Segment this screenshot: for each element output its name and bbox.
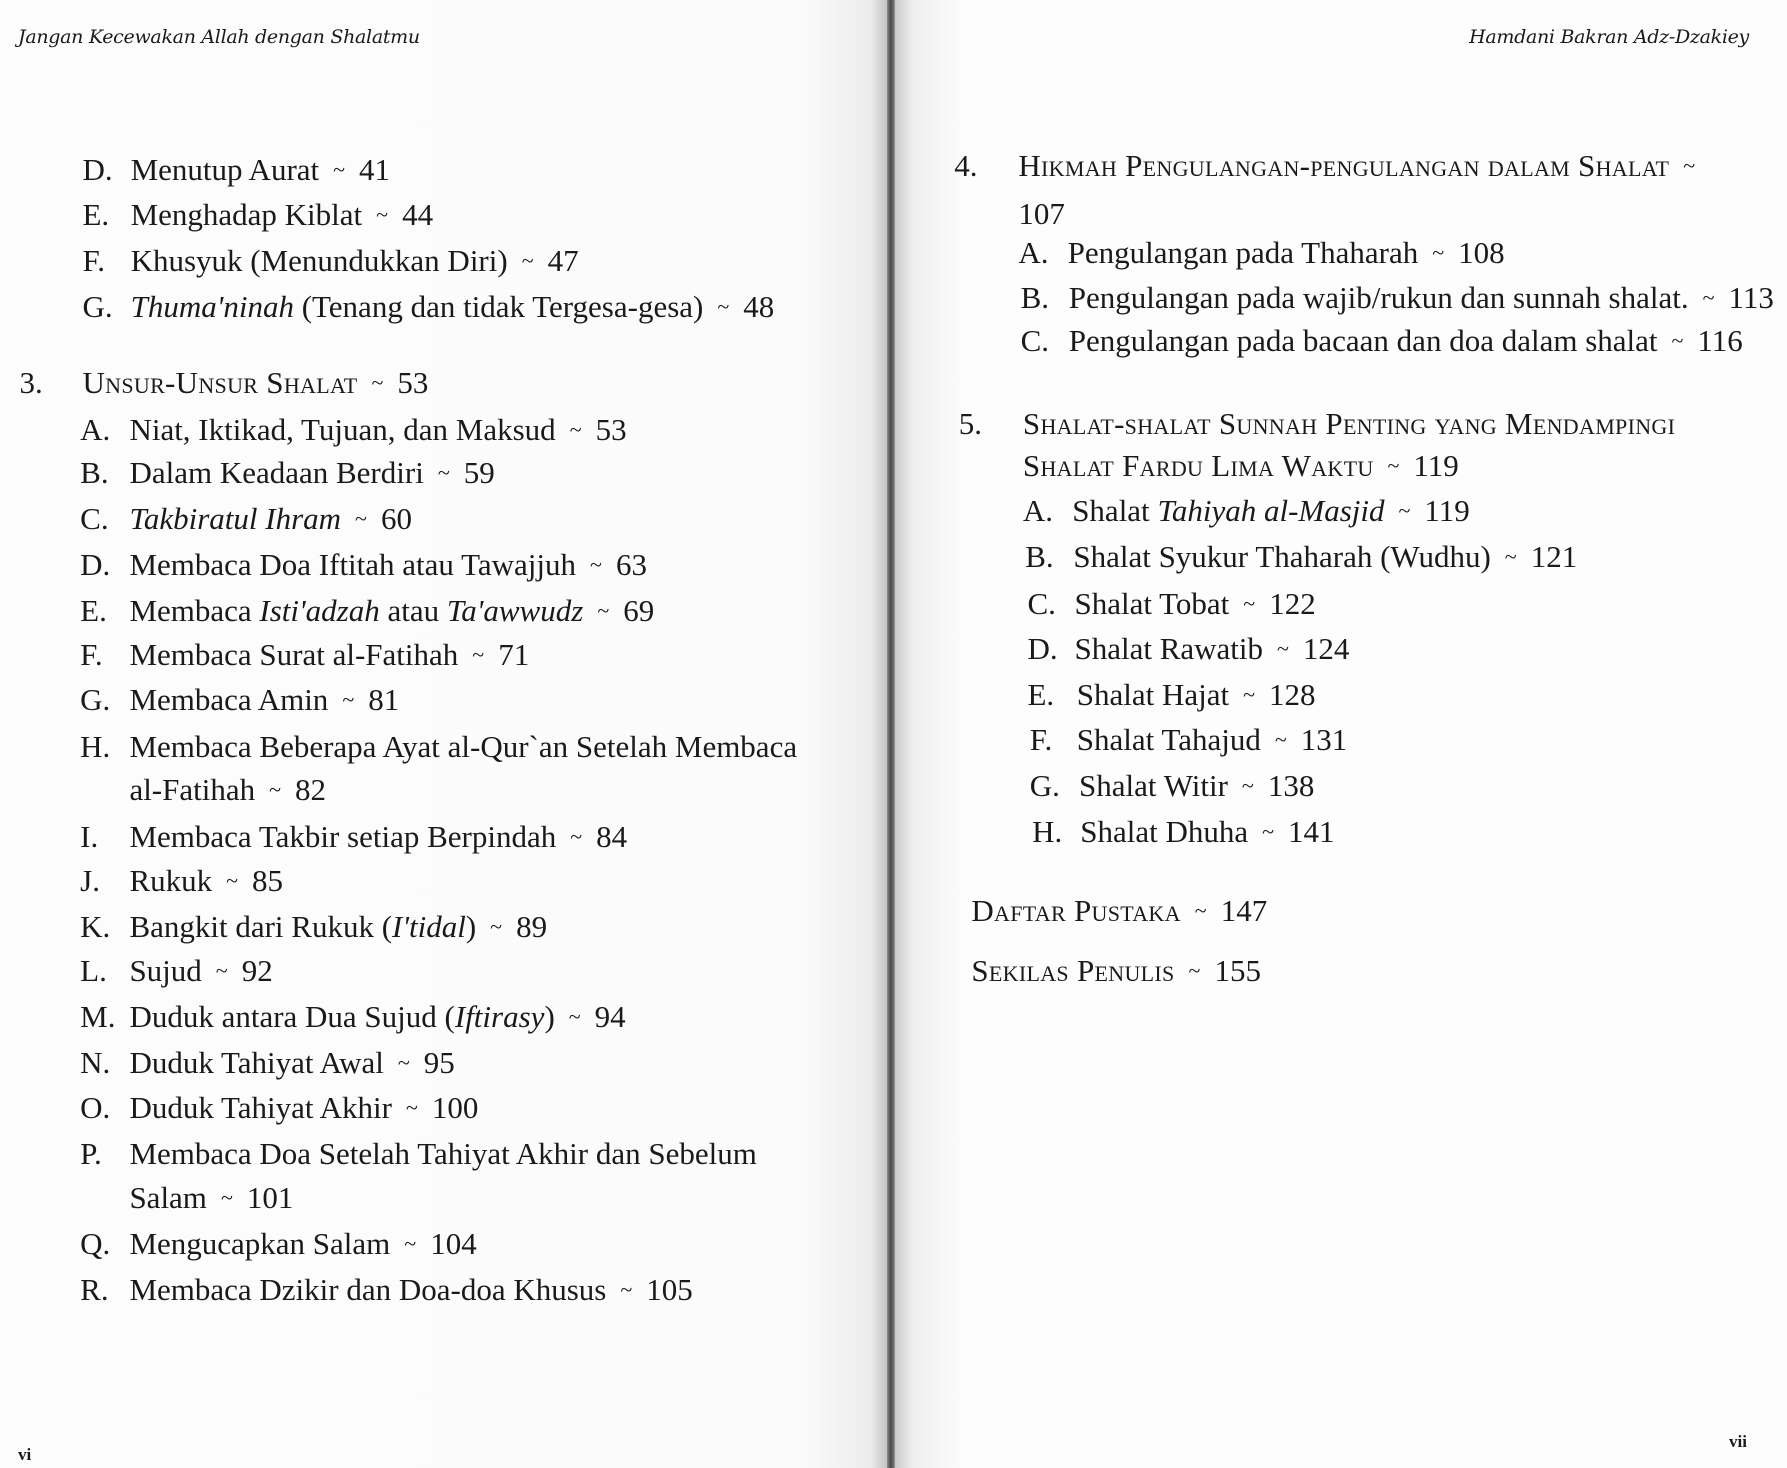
entry-label: J. — [80, 862, 100, 898]
entry-title-text: Pengulangan pada wajib/rukun dan sunnah shalat. — [1068, 279, 1689, 315]
running-head-right: Hamdani Bakran Adz-Dzakiey — [1469, 26, 1749, 48]
section-title: Shalat-shalat Sunnah Penting yang Mendampingi — [1022, 405, 1676, 441]
toc-line — [80, 909, 110, 945]
entry-title-text: I'tidal — [392, 908, 466, 944]
entry-title-text: Shalat Tobat — [1074, 585, 1230, 621]
toc-line — [1018, 148, 1709, 184]
entry-title-text: Sujud — [129, 953, 202, 989]
separator-tilde: ~ — [1398, 497, 1411, 523]
entry-title-text: Tahiyah al-Masjid — [1157, 492, 1385, 528]
entry-title-text: Iftirasy — [454, 999, 545, 1035]
page-number: 60 — [380, 500, 412, 536]
entry-label: D. — [80, 546, 111, 582]
entry-label: K. — [80, 908, 111, 944]
toc-line — [971, 953, 1261, 989]
toc-line — [129, 1090, 478, 1126]
toc-line — [80, 1045, 110, 1081]
page-number: 141 — [1288, 813, 1335, 849]
page-number: 122 — [1269, 585, 1316, 621]
entry-label: G. — [82, 288, 113, 324]
page-number: 119 — [1424, 492, 1470, 528]
toc-line — [1077, 722, 1347, 758]
page-number: 116 — [1697, 323, 1743, 359]
back-matter-title: Sekilas Penulis — [971, 953, 1175, 989]
toc-line — [82, 289, 112, 325]
entry-title-text: Menutup Aurat — [130, 151, 320, 187]
entry-label: O. — [80, 1089, 111, 1125]
page-number: 124 — [1302, 631, 1350, 667]
page-number: 104 — [430, 1226, 477, 1261]
page-number: 41 — [359, 151, 391, 187]
page-number: 128 — [1269, 677, 1316, 713]
entry-label: B. — [1025, 538, 1054, 574]
separator-tilde: ~ — [569, 416, 582, 442]
toc-line — [129, 1226, 476, 1262]
page-number: 92 — [241, 953, 273, 989]
toc-line — [959, 406, 982, 442]
toc-line — [1021, 323, 1049, 359]
page-number: 147 — [1220, 892, 1268, 928]
separator-tilde: ~ — [570, 824, 583, 850]
toc-line — [1032, 814, 1062, 850]
entry-label: C. — [80, 500, 109, 536]
entry-label: C. — [1027, 585, 1056, 621]
toc-line — [1030, 722, 1053, 758]
toc-line — [80, 1272, 108, 1308]
toc-line — [971, 893, 1267, 929]
toc-line — [129, 637, 529, 673]
page-number: 63 — [615, 546, 647, 582]
entry-label: M. — [80, 999, 116, 1035]
toc-line — [80, 455, 108, 491]
toc-line — [129, 772, 326, 808]
entry-title-text: Shalat Syukur Thaharah (Wudhu) — [1073, 538, 1491, 574]
separator-tilde: ~ — [568, 1004, 581, 1030]
toc-line — [131, 152, 390, 188]
page-number: 69 — [623, 592, 655, 628]
page-number: 84 — [596, 819, 628, 855]
entry-title-text: Thuma'ninah — [130, 288, 294, 324]
entry-title-text: Rukuk — [129, 862, 213, 898]
page-number: 53 — [595, 411, 627, 447]
entry-label: C. — [1020, 323, 1050, 359]
toc-line — [131, 197, 433, 233]
toc-line — [1080, 814, 1334, 850]
toc-line — [129, 863, 283, 899]
separator-tilde: ~ — [405, 1094, 418, 1120]
entry-title-text: Membaca Doa Iftitah atau Tawajjuh — [129, 546, 577, 582]
section-title: Unsur-Unsur Shalat — [82, 364, 358, 400]
entry-label: F. — [1029, 721, 1053, 757]
toc-line — [82, 365, 428, 401]
toc-line — [80, 1090, 110, 1126]
entry-title-text: Duduk Tahiyat Awal — [129, 1045, 384, 1081]
toc-line — [129, 593, 654, 629]
separator-tilde: ~ — [1241, 772, 1254, 798]
page-number: 59 — [463, 455, 495, 491]
entry-title-text: Pengulangan pada Thaharah — [1067, 235, 1419, 271]
toc-line — [80, 412, 110, 448]
toc-line — [129, 682, 399, 718]
toc-line — [80, 1226, 110, 1262]
back-matter-title: Daftar Pustaka — [971, 892, 1181, 928]
separator-tilde: ~ — [1188, 958, 1201, 984]
entry-title-text: Bangkit dari Rukuk ( — [129, 908, 393, 944]
toc-line — [129, 412, 626, 448]
separator-tilde: ~ — [1243, 590, 1256, 616]
separator-tilde: ~ — [590, 551, 602, 577]
toc-line — [82, 152, 112, 188]
page-number: 53 — [397, 364, 429, 400]
entry-title-text: Shalat — [1072, 492, 1158, 528]
toc-line — [131, 243, 579, 279]
separator-tilde: ~ — [1194, 897, 1207, 923]
entry-label: B. — [1020, 279, 1050, 315]
entry-title-text: (Tenang dan tidak Tergesa-gesa) — [293, 288, 704, 324]
separator-tilde: ~ — [490, 913, 503, 939]
toc-line — [80, 637, 103, 673]
entry-title-text: Salam — [129, 1180, 207, 1216]
entry-title-text: Membaca Doa Setelah Tahiyat Akhir dan Sebelum — [129, 1135, 757, 1171]
toc-line — [80, 999, 115, 1035]
separator-tilde: ~ — [333, 156, 346, 182]
toc-line — [80, 729, 110, 765]
toc-line — [80, 682, 110, 718]
entry-title-text: Duduk Tahiyat Akhir — [129, 1089, 392, 1125]
page-number: 71 — [498, 637, 530, 673]
entry-title-text: Isti'adzah — [259, 592, 380, 628]
entry-title-text: Duduk antara Dua Sujud ( — [129, 999, 455, 1035]
entry-title-text: Khusyuk (Menundukkan Diri) — [130, 243, 508, 279]
separator-tilde: ~ — [521, 248, 534, 274]
entry-title-text: atau — [379, 592, 447, 628]
entry-label: E. — [1027, 677, 1055, 713]
separator-tilde: ~ — [597, 597, 610, 623]
toc-line — [19, 365, 42, 401]
page-number-right: vii — [1729, 1432, 1747, 1451]
section-number: 4. — [954, 148, 978, 184]
separator-tilde: ~ — [437, 460, 450, 486]
separator-tilde: ~ — [404, 1231, 417, 1256]
toc-line — [129, 1136, 756, 1172]
entry-title-text: Membaca Surat al-Fatihah — [129, 637, 459, 673]
entry-title-text: Shalat Hajat — [1076, 677, 1230, 713]
separator-tilde: ~ — [397, 1050, 410, 1076]
toc-line — [80, 547, 110, 583]
page-number: 89 — [516, 908, 548, 944]
page-number: 85 — [252, 862, 284, 898]
page-number: 119 — [1413, 448, 1459, 484]
toc-line — [1023, 406, 1675, 442]
toc-line — [1073, 539, 1577, 575]
toc-line — [129, 999, 625, 1035]
separator-tilde: ~ — [1387, 453, 1400, 479]
toc-line — [1023, 448, 1459, 484]
entry-label: E. — [82, 197, 110, 233]
toc-line — [129, 729, 797, 765]
entry-label: A. — [1022, 492, 1054, 528]
separator-tilde: ~ — [1262, 818, 1274, 844]
page-number: 131 — [1300, 721, 1348, 757]
toc-line — [80, 953, 107, 989]
toc-line — [129, 953, 272, 989]
separator-tilde: ~ — [215, 958, 228, 984]
separator-tilde: ~ — [620, 1276, 633, 1302]
toc-line — [80, 819, 98, 855]
entry-label: F. — [80, 637, 103, 673]
entry-title-text: Shalat Tahajud — [1076, 721, 1261, 757]
page-number: 101 — [246, 1180, 294, 1216]
entry-label: B. — [80, 455, 109, 491]
page-number: 95 — [423, 1045, 455, 1081]
entry-label: R. — [80, 1271, 109, 1307]
toc-line — [80, 501, 108, 537]
toc-line — [129, 819, 627, 855]
separator-tilde: ~ — [1683, 153, 1696, 179]
toc-line — [1023, 493, 1053, 529]
section-title: Shalat Fardu Lima Waktu — [1022, 448, 1374, 484]
entry-title-text: Takbiratul Ihram — [129, 500, 342, 536]
toc-line — [131, 289, 775, 325]
separator-tilde: ~ — [1243, 682, 1256, 708]
page-number: 155 — [1214, 953, 1261, 989]
page-number: 47 — [547, 243, 579, 279]
entry-title-text: Mengucapkan Salam — [129, 1226, 391, 1261]
toc-line — [954, 148, 977, 184]
page-number: 81 — [368, 681, 400, 717]
entry-title-text: Dalam Keadaan Berdiri — [129, 455, 424, 491]
toc-line — [1025, 539, 1053, 575]
toc-line — [1074, 586, 1315, 622]
separator-tilde: ~ — [342, 686, 355, 712]
page-number: 94 — [594, 999, 626, 1035]
toc-line — [80, 593, 107, 629]
entry-title-text: al-Fatihah — [129, 772, 256, 808]
separator-tilde: ~ — [226, 867, 239, 893]
entry-title-text: ) — [465, 908, 477, 944]
entry-title-text: Pengulangan pada bacaan dan doa dalam shalat — [1068, 323, 1658, 359]
toc-line — [1028, 586, 1056, 622]
toc-line — [1069, 280, 1774, 316]
toc-line — [1028, 631, 1058, 667]
separator-tilde: ~ — [1671, 328, 1684, 354]
entry-label: I. — [80, 819, 99, 855]
toc-line — [129, 501, 412, 537]
separator-tilde: ~ — [472, 642, 485, 668]
page-number: 107 — [1018, 196, 1065, 232]
entry-title-text: Niat, Iktikad, Tujuan, dan Maksud — [129, 411, 556, 447]
page-number: 108 — [1458, 235, 1505, 271]
section-number: 5. — [958, 405, 983, 441]
toc-line — [1028, 677, 1055, 713]
entry-title-text: Membaca Amin — [129, 681, 329, 717]
toc-line — [1072, 493, 1470, 529]
toc-line — [1018, 196, 1065, 232]
entry-label: D. — [1027, 631, 1058, 667]
separator-tilde: ~ — [717, 293, 730, 319]
toc-line — [129, 1180, 293, 1216]
separator-tilde: ~ — [269, 777, 282, 803]
toc-line — [129, 1045, 454, 1081]
toc-line — [1077, 677, 1316, 713]
separator-tilde: ~ — [355, 505, 367, 531]
entry-label: D. — [82, 151, 113, 187]
separator-tilde: ~ — [376, 202, 389, 228]
entry-title-text: Shalat Rawatib — [1074, 631, 1264, 667]
page-number-left: vi — [18, 1445, 32, 1464]
toc-line — [82, 197, 109, 233]
entry-title-text: Membaca Dzikir dan Doa-doa Khusus — [129, 1271, 607, 1307]
entry-label: P. — [80, 1135, 102, 1171]
separator-tilde: ~ — [1504, 543, 1517, 569]
section-number: 3. — [19, 364, 43, 400]
entry-label: A. — [1018, 235, 1049, 271]
toc-line — [129, 909, 547, 945]
entry-label: E. — [80, 592, 107, 628]
entry-label: Q. — [80, 1226, 111, 1261]
toc-line — [1021, 280, 1049, 316]
toc-line — [82, 243, 105, 279]
toc-line — [1068, 235, 1505, 271]
separator-tilde: ~ — [1702, 284, 1715, 310]
page-number: 113 — [1728, 279, 1774, 315]
toc-line — [80, 1136, 102, 1172]
entry-title-text: Shalat Dhuha — [1080, 813, 1249, 849]
entry-title-text: Ta'awwudz — [446, 592, 584, 628]
entry-title-text: ) — [544, 999, 555, 1035]
entry-label: G. — [1029, 767, 1060, 803]
entry-title-text: Shalat Witir — [1079, 767, 1228, 803]
page-number: 100 — [431, 1089, 479, 1125]
entry-title-text: Membaca Beberapa Ayat al-Qur`an Setelah Membaca — [129, 728, 798, 764]
separator-tilde: ~ — [1432, 240, 1445, 266]
entry-title-text: Menghadap Kiblat — [130, 197, 363, 233]
running-head-left: Jangan Kecewakan Allah dengan Shalatmu — [18, 26, 420, 48]
entry-label: A. — [80, 411, 111, 447]
toc-line — [1030, 768, 1060, 804]
entry-label: L. — [80, 953, 107, 989]
toc-line — [129, 1272, 692, 1308]
separator-tilde: ~ — [220, 1185, 233, 1211]
separator-tilde: ~ — [1274, 726, 1287, 752]
entry-label: H. — [80, 728, 111, 764]
entry-title-text: Membaca Takbir setiap Berpindah — [129, 819, 557, 855]
page-number: 121 — [1530, 538, 1578, 574]
page-number: 48 — [743, 288, 775, 324]
entry-label: G. — [80, 681, 111, 717]
toc-line — [1079, 768, 1314, 804]
entry-label: H. — [1032, 813, 1063, 849]
section-title: Hikmah Pengulangan-pengulangan dalam Shalat — [1018, 148, 1670, 184]
toc-line — [129, 547, 647, 583]
page-number: 138 — [1267, 767, 1315, 803]
separator-tilde: ~ — [1277, 636, 1289, 662]
page-number: 105 — [646, 1271, 693, 1307]
toc-line — [129, 455, 494, 491]
toc-line — [80, 863, 100, 899]
toc-line — [1074, 631, 1349, 667]
toc-line — [1069, 323, 1743, 359]
separator-tilde: ~ — [371, 369, 384, 395]
page-number: 82 — [295, 772, 327, 808]
page-number: 44 — [402, 197, 434, 233]
entry-label: N. — [80, 1045, 111, 1081]
entry-label: F. — [82, 243, 105, 279]
entry-title-text: Membaca — [129, 592, 260, 628]
toc-line — [1018, 235, 1048, 271]
